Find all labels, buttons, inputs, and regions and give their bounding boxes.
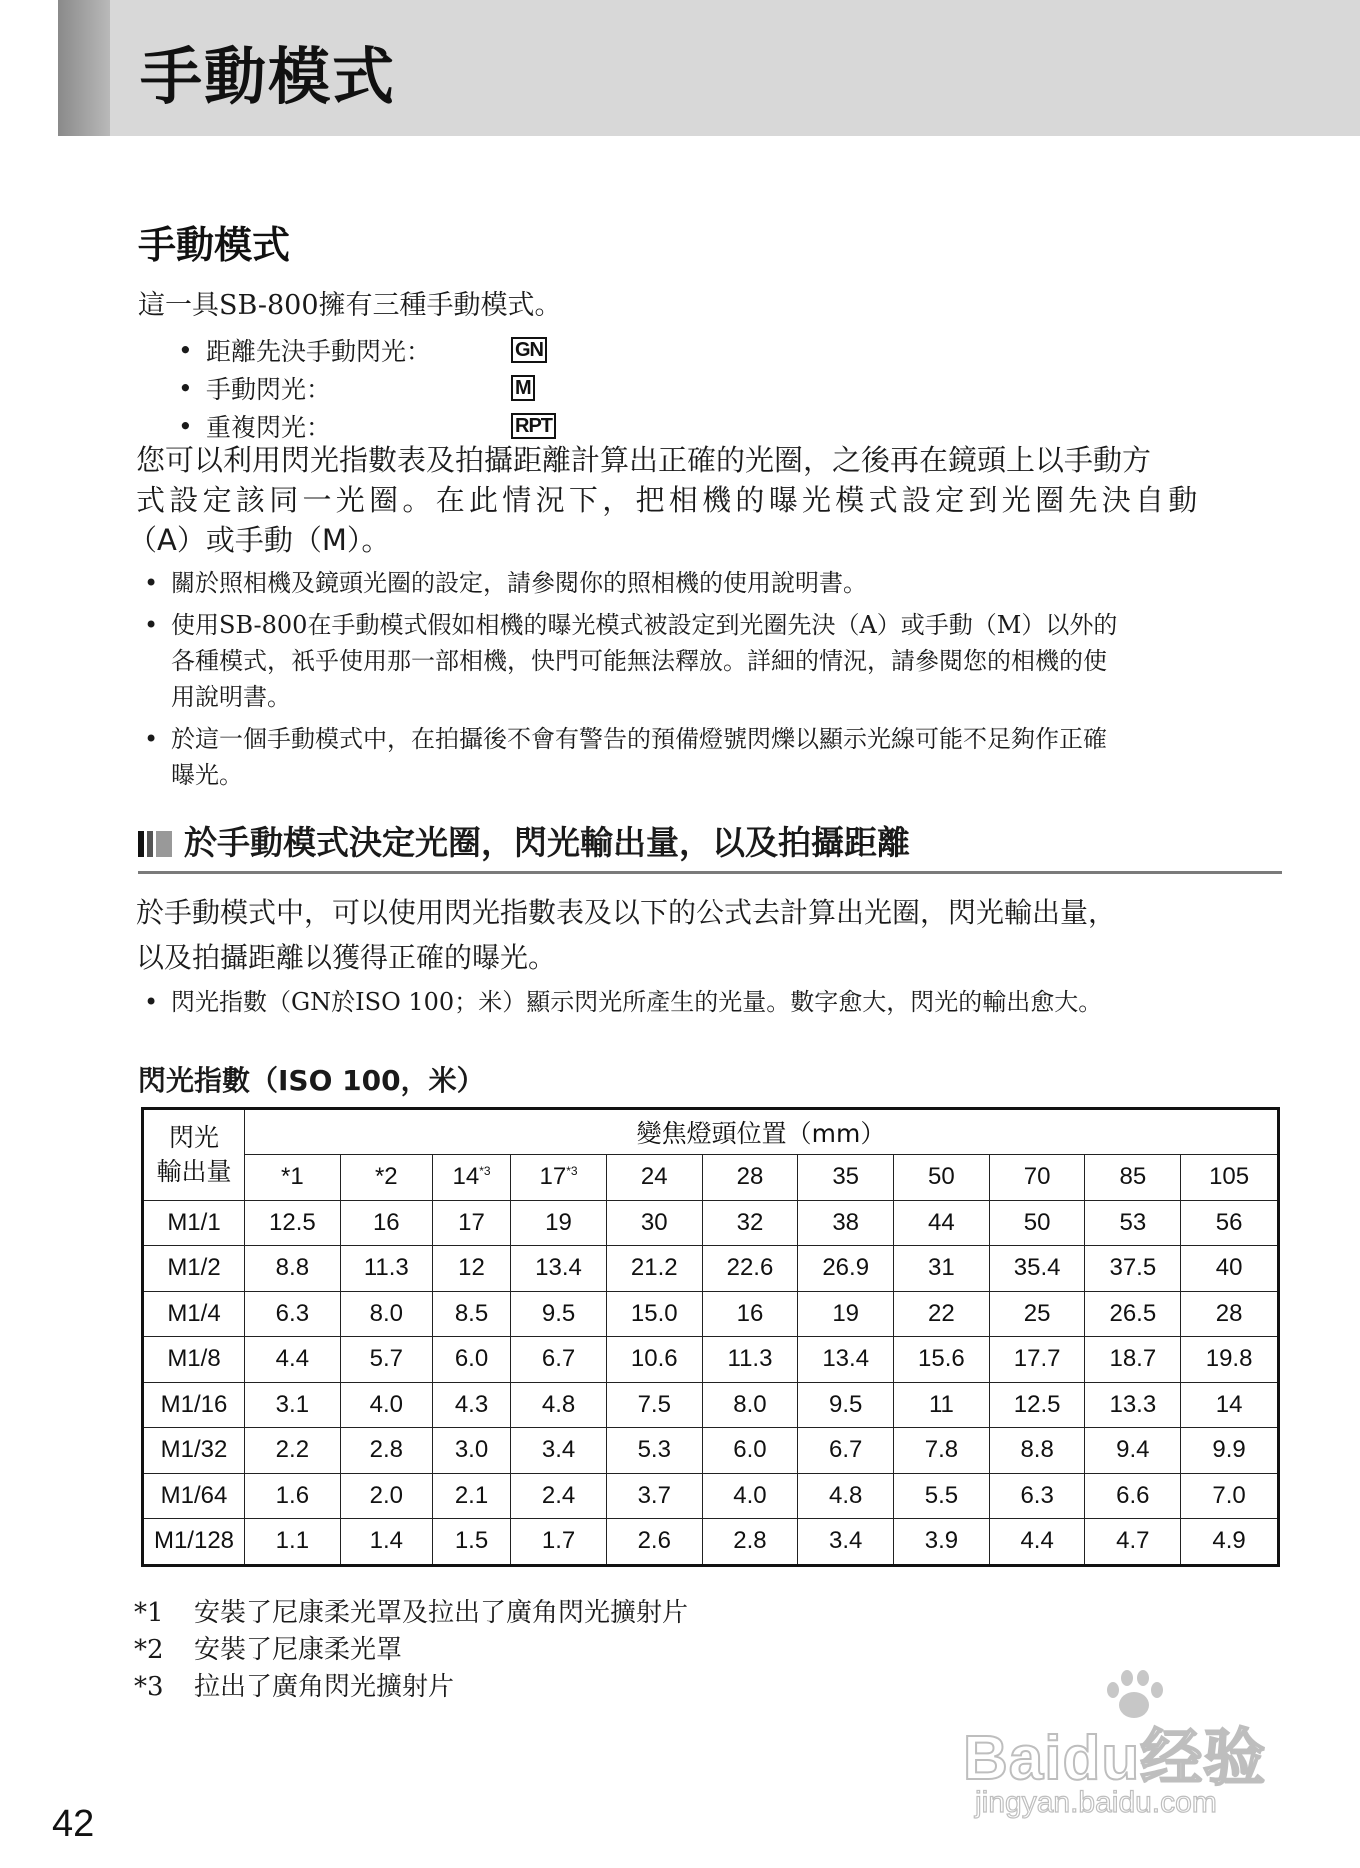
column-label: 28 [736,1163,764,1191]
guide-number-cell: 19.8 [1181,1337,1279,1383]
guide-number-cell: 19 [511,1200,607,1246]
guide-number-cell: 5.3 [606,1428,702,1474]
guide-number-cell: 9.5 [798,1382,894,1428]
guide-number-cell: 30 [606,1200,702,1246]
baidu-watermark [963,1668,1283,1820]
guide-number-cell: 7.8 [894,1428,990,1474]
guide-number-cell: 4.0 [340,1382,432,1428]
table-row [143,1200,1279,1246]
guide-number-cell: 25 [989,1291,1085,1337]
column-label: 105 [1209,1163,1250,1191]
header-line: 輸出量 [156,1156,232,1186]
column-header-cell [894,1155,990,1201]
table-caption: 閃光指數（ISO 100，米） [138,1064,485,1097]
bullet-dot: • [144,611,159,639]
column-header-cell [340,1155,432,1201]
guide-number-cell: 3.7 [606,1473,702,1519]
column-header-cell [432,1155,510,1201]
note-text: 閃光指數（GN於ISO 100；米）顯示閃光所產生的光量。數字愈大，閃光的輸出愈大。 [171,988,1103,1016]
mode-item [178,331,556,369]
guide-number-cell: 7.5 [606,1382,702,1428]
flash-output-cell: M1/4 [143,1291,245,1337]
guide-number-cell: 9.9 [1181,1428,1279,1474]
guide-number-cell: 31 [894,1246,990,1292]
mode-list [178,331,556,445]
guide-number-cell: 3.1 [245,1382,341,1428]
bullet-dot: • [144,569,159,597]
column-header-cell [606,1155,702,1201]
chapter-title: 手動模式 [140,40,397,113]
column-header-row [143,1155,1279,1201]
guide-number-cell: 4.8 [798,1473,894,1519]
column-footnote-mark: *3 [566,1164,578,1179]
guide-number-cell: 8.5 [432,1291,510,1337]
guide-number-cell: 28 [1181,1291,1279,1337]
guide-number-cell: 2.8 [340,1428,432,1474]
table-row [143,1291,1279,1337]
guide-number-cell: 2.1 [432,1473,510,1519]
guide-number-cell: 19 [798,1291,894,1337]
column-header-cell [511,1155,607,1201]
guide-number-cell: 4.8 [511,1382,607,1428]
guide-number-cell: 12 [432,1246,510,1292]
guide-number-cell: 4.0 [702,1473,798,1519]
guide-number-cell: 5.7 [340,1337,432,1383]
mode-label: 距離先決手動閃光： [206,337,432,366]
guide-number-cell: 1.1 [245,1519,341,1566]
subsection-paragraph-line: 以及拍攝距離以獲得正確的曝光。 [136,941,557,974]
section-intro: 這一具SB-800擁有三種手動模式。 [138,290,562,321]
guide-number-cell: 35.4 [989,1246,1085,1292]
guide-number-cell: 17 [432,1200,510,1246]
section-paragraph-line: （A）或手動（M）。 [128,523,391,557]
table-row [143,1382,1279,1428]
column-label: 35 [832,1163,860,1191]
guide-number-cell: 2.0 [340,1473,432,1519]
guide-number-cell: 15.0 [606,1291,702,1337]
guide-number-cell: 4.3 [432,1382,510,1428]
note-text: 用說明書。 [171,683,291,711]
column-label: 50 [928,1163,955,1191]
flash-output-cell: M1/1 [143,1200,245,1246]
footnote-mark: *1 [134,1598,164,1628]
guide-number-cell: 6.3 [245,1291,341,1337]
table-row [143,1246,1279,1292]
footnote [134,1629,402,1666]
guide-number-cell: 7.0 [1181,1473,1279,1519]
guide-number-cell: 8.8 [989,1428,1085,1474]
guide-number-cell: 13.3 [1085,1382,1181,1428]
table-row [143,1473,1279,1519]
column-header-cell [1181,1155,1279,1201]
mode-label: 重複閃光： [206,413,332,442]
guide-number-cell: 16 [702,1291,798,1337]
guide-number-cell: 6.6 [1085,1473,1181,1519]
guide-number-cell: 15.6 [894,1337,990,1383]
subsection-rule [138,871,1282,874]
guide-number-cell: 26.5 [1085,1291,1181,1337]
bullet-dot: • [178,335,193,365]
guide-number-cell: 5.5 [894,1473,990,1519]
mode-label: 手動閃光： [206,375,332,404]
subsection-paragraph-line: 於手動模式中，可以使用閃光指數表及以下的公式去計算出光圈，閃光輸出量， [136,896,1117,929]
guide-number-cell: 13.4 [798,1337,894,1383]
guide-number-cell: 6.0 [702,1428,798,1474]
guide-number-cell: 11 [894,1382,990,1428]
section-title: 手動模式 [138,223,291,267]
guide-number-cell: 38 [798,1200,894,1246]
table-header-row [143,1109,1279,1155]
guide-number-cell: 6.3 [989,1473,1085,1519]
bullet-dot: • [144,988,159,1016]
guide-number-cell: 2.8 [702,1519,798,1566]
footnote-mark: *3 [134,1672,164,1702]
guide-number-cell: 8.0 [340,1291,432,1337]
note-text: 曝光。 [171,761,243,789]
footnote-mark: *2 [134,1635,164,1665]
guide-number-cell: 18.7 [1085,1337,1181,1383]
guide-number-cell: 17.7 [989,1337,1085,1383]
footnote [134,1592,688,1629]
bullet-dot: • [178,373,193,403]
guide-number-cell: 3.0 [432,1428,510,1474]
flash-output-cell: M1/8 [143,1337,245,1383]
flash-output-cell: M1/128 [143,1519,245,1566]
guide-number-cell: 11.3 [702,1337,798,1383]
guide-number-cell: 56 [1181,1200,1279,1246]
guide-number-cell: 6.7 [511,1337,607,1383]
guide-number-cell: 1.4 [340,1519,432,1566]
bullet-dot: • [178,411,193,441]
column-label: 24 [640,1163,668,1191]
guide-number-cell: 12.5 [989,1382,1085,1428]
column-header-cell [1085,1155,1181,1201]
flash-output-cell: M1/16 [143,1382,245,1428]
column-header-cell [702,1155,798,1201]
bullet-dot: • [144,725,159,753]
column-label: *1 [281,1163,304,1191]
table-row [143,1428,1279,1474]
flash-output-cell: M1/2 [143,1246,245,1292]
manual-mode-icon: M [511,375,535,401]
watermark-logo: Baidu经验 [963,1724,1267,1793]
guide-number-cell: 8.8 [245,1246,341,1292]
guide-number-cell: 3.9 [894,1519,990,1566]
repeat-mode-icon: RPT [511,413,556,439]
guide-number-cell: 4.7 [1085,1519,1181,1566]
guide-number-cell: 22.6 [702,1246,798,1292]
guide-number-cell: 44 [894,1200,990,1246]
guide-number-cell: 13.4 [511,1246,607,1292]
page-number: 42 [52,1803,95,1845]
column-label: 17 [539,1163,567,1191]
footnote-text: 拉出了廣角閃光擴射片 [194,1672,455,1702]
guide-number-cell: 9.4 [1085,1428,1181,1474]
watermark-url: jingyan.baidu.com [975,1786,1217,1819]
column-header-cell [245,1155,341,1201]
flash-output-cell: M1/32 [143,1428,245,1474]
guide-number-cell: 10.6 [606,1337,702,1383]
guide-number-cell: 16 [340,1200,432,1246]
note-text: 使用SB-800在手動模式假如相機的曝光模式被設定到光圈先決（A）或手動（M）以外的 [171,611,1118,639]
guide-number-cell: 14 [1181,1382,1279,1428]
table-row [143,1337,1279,1383]
column-label: 70 [1023,1163,1051,1191]
guide-number-cell: 2.2 [245,1428,341,1474]
guide-number-cell: 32 [702,1200,798,1246]
guide-number-cell: 50 [989,1200,1085,1246]
guide-number-cell: 1.5 [432,1519,510,1566]
guide-number-cell: 9.5 [511,1291,607,1337]
guide-number-cell: 3.4 [798,1519,894,1566]
column-label: *2 [374,1163,398,1191]
guide-number-cell: 53 [1085,1200,1181,1246]
guide-number-cell: 4.4 [245,1337,341,1383]
section-bars-icon [138,831,172,857]
guide-number-cell: 40 [1181,1246,1279,1292]
zoom-position-header: 變焦燈頭位置（mm） [245,1109,1279,1155]
section-paragraph-line: 您可以利用閃光指數表及拍攝距離計算出正確的光圈，之後再在鏡頭上以手動方 [136,443,1152,477]
guide-number-cell: 2.4 [511,1473,607,1519]
column-header-cell [798,1155,894,1201]
column-footnote-mark: *3 [479,1164,491,1179]
guide-number-cell: 22 [894,1291,990,1337]
guide-number-cell: 6.7 [798,1428,894,1474]
guide-number-cell: 6.0 [432,1337,510,1383]
footnote [134,1666,454,1703]
guide-number-cell: 26.9 [798,1246,894,1292]
column-header-cell [989,1155,1085,1201]
guide-number-cell: 4.9 [1181,1519,1279,1566]
guide-number-cell: 12.5 [245,1200,341,1246]
note-text: 於這一個手動模式中，在拍攝後不會有警告的預備燈號閃爍以顯示光線可能不足夠作正確 [171,725,1107,753]
guide-number-cell: 1.7 [511,1519,607,1566]
guide-number-cell: 4.4 [989,1519,1085,1566]
guide-number-cell: 21.2 [606,1246,702,1292]
header-line: 閃光 [168,1122,219,1152]
guide-number-cell: 1.6 [245,1473,341,1519]
guide-number-cell: 37.5 [1085,1246,1181,1292]
note-text: 關於照相機及鏡頭光圈的設定，請參閱你的照相機的使用說明書。 [171,569,867,597]
guide-number-cell: 3.4 [511,1428,607,1474]
flash-output-header [143,1109,245,1201]
guide-number-cell: 2.6 [606,1519,702,1566]
guide-number-cell: 11.3 [340,1246,432,1292]
guide-number-table [141,1107,1280,1567]
section-paragraph-line: 式設定該同一光圈。在此情況下，把相機的曝光模式設定到光圈先決自動 [136,483,1202,517]
gn-mode-icon: GN [511,337,547,363]
table-row [143,1519,1279,1566]
note-text: 各種模式，祇乎使用那一部相機，快門可能無法釋放。詳細的情況，請參閱您的相機的使 [171,647,1107,675]
mode-item [178,369,556,407]
flash-output-cell: M1/64 [143,1473,245,1519]
guide-number-cell: 8.0 [702,1382,798,1428]
footnote-text: 安裝了尼康柔光罩及拉出了廣角閃光擴射片 [194,1598,689,1628]
footnote-text: 安裝了尼康柔光罩 [194,1635,403,1665]
chapter-header-tab [58,0,110,136]
subsection-title: 於手動模式決定光圈，閃光輸出量，以及拍攝距離 [184,823,910,862]
column-label: 14 [452,1163,480,1191]
column-label: 85 [1119,1163,1147,1191]
